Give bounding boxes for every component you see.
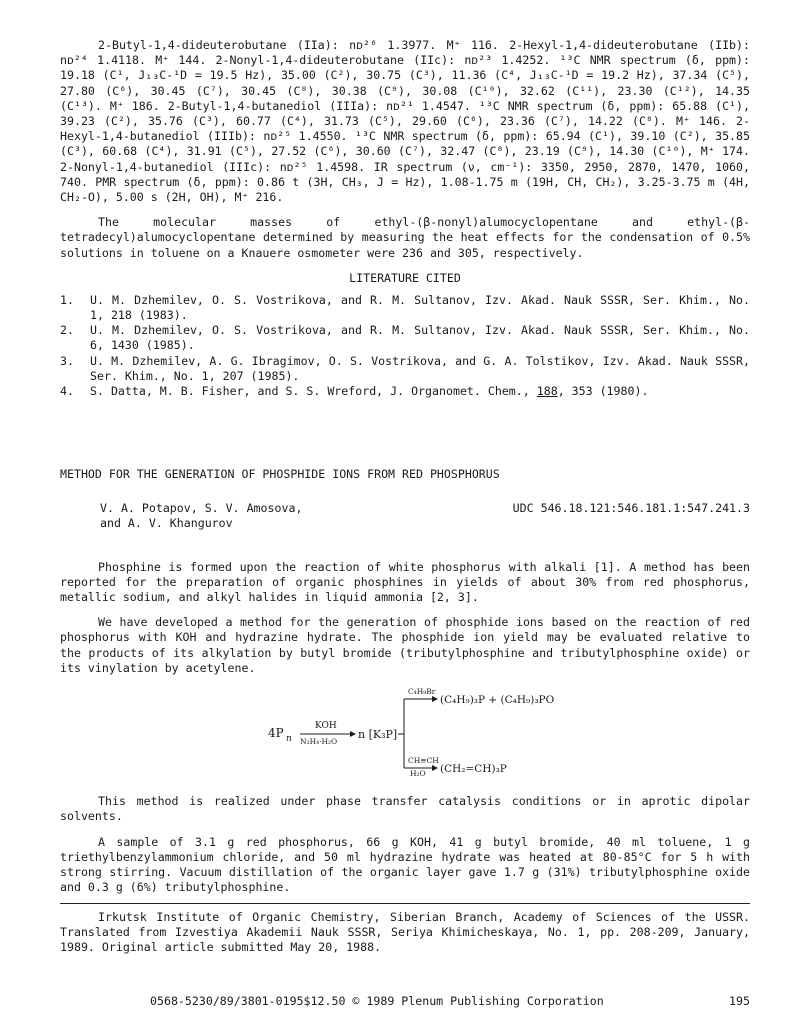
article-paragraph: Phosphine is formed upon the reaction of white phosphorus with alkali [1]. A method has been reported for the preparation of organic phosphines in yields of about 30% from red phosphorus, metallic sodium, and alkyl halides in liquid ammonia [2, 3]. xyxy=(60,559,750,605)
scheme-branch2-reagent-top: CH≡CH xyxy=(408,756,439,766)
page-number: 195 xyxy=(729,994,750,1008)
reference-number: 4. xyxy=(60,384,74,399)
reference-text: U. M. Dzhemilev, O. S. Vostrikova, and R. M. Sultanov, Izv. Akad. Nauk SSSR, Ser. Khim., No. 1, 218 (1983). xyxy=(90,292,750,323)
copyright-line: 0568-5230/89/3801-0195$12.50 © 1989 Plenum Publishing Corporation xyxy=(150,994,604,1008)
reference-item xyxy=(60,323,750,353)
reference-item xyxy=(60,293,750,323)
reference-number: 3. xyxy=(60,353,74,368)
scheme-branch1-reagent: C₄H₉Br xyxy=(408,687,436,697)
references-list xyxy=(60,293,750,399)
scheme-reagent-bottom: N₂H₄·H₂O xyxy=(300,737,338,747)
scheme-branch2-arrowhead xyxy=(432,765,438,771)
footnote-divider xyxy=(60,903,750,904)
scheme-reactant-subscript: n xyxy=(286,734,292,745)
scheme-arrowhead-main xyxy=(350,731,356,737)
reference-text-part: , 353 (1980). xyxy=(557,384,649,399)
reference-volume: 188 xyxy=(536,384,558,399)
article-paragraph: We have developed a method for the generation of phosphide ions based on the reaction of red phosphorus with KOH and hydrazine hydrate. The phosphide ion yield may be evaluated relative to the products of its alkylation by butyl bromide (tributylphosphine and tributylphosphine oxide) or its vinylation by acetylene. xyxy=(60,615,750,675)
reaction-scheme-svg xyxy=(60,684,750,776)
reference-text xyxy=(90,384,750,399)
scheme-intermediate: n [K₃P] xyxy=(358,728,398,742)
authors-line: and A. V. Khangurov xyxy=(100,516,233,531)
scheme-reagent-top: KOH xyxy=(315,721,337,732)
authors-row xyxy=(100,501,750,531)
prev-article-data-paragraph: 2-Butyl-1,4-dideuterobutane (IIa): nᴅ²⁶ 1.3977. M⁺ 116. 2-Hexyl-1,4-dideuterobutane (IIb): nᴅ²⁴ 1.4118. M⁺ 144. 2-Nonyl-1,4-dideuterobutane (IIc): nᴅ²³ 1.4252. ¹³C NMR spectrum (δ, ppm): 19.18 (C¹, J₁₃C-¹D = 19.5 Hz), 35.00 (C²), 30.75 (C³), 11.36 (C⁴, J₁₃C-¹D = 19.2 Hz), 37.34 (C⁵), 27.80 (C⁶), 30.45 (C⁷), 30.45 (C⁸), 30.38 (C⁹), 30.08 (C¹⁰), 32.62 (C¹¹), 23.30 (C¹²), 14.35 (C¹³). M⁺ 186. 2-Butyl-1,4-butanediol (IIIa): nᴅ²¹ 1.4547. ¹³C NMR spectrum (δ, ppm): 65.88 (C¹), 39.23 (C²), 35.76 (C³), 60.77 (C⁴), 31.73 (C⁵), 29.60 (C⁶), 23.36 (C⁷), 14.22 (C⁸). M⁺ 146. 2-Hexyl-1,4-butanediol (IIIb): nᴅ²⁵ 1.4550. ¹³C NMR spectrum (δ, ppm): 65.94 (C¹), 39.10 (C²), 35.85 (C³), 60.68 (C⁴), 31.91 (C⁵), 27.52 (C⁶), 30.60 (C⁷), 32.47 (C⁸), 23.19 (C⁹), 14.30 (C¹⁰), M⁺ 174. 2-Nonyl-1,4-butanediol (IIIc): nᴅ²⁵ 1.4598. IR spectrum (ν, cm⁻¹): 3350, 2950, 2870, 1470, 1060, 740. PMR spectrum (δ, ppm): 0.86 t (3H, CH₃, J = Hz), 1.08-1.75 m (19H, CH, CH₂), 3.25-3.75 m (4H, CH₂-O), 5.00 s (2H, OH), M⁺ 216. xyxy=(60,38,750,205)
footnote-text: Irkutsk Institute of Organic Chemistry, Siberian Branch, Academy of Sciences of the USSR. Translated from Izvestiya Akademii Nauk SSSR, Seriya Khimicheskaya, No. 1, pp. 208-209, January, 1989. Original article submitted May 20, 1988. xyxy=(60,910,750,955)
scheme-branch1-arrowhead xyxy=(432,696,438,702)
scheme-branch2-product: (CH₂=CH)₃P xyxy=(440,763,507,776)
reference-text: U. M. Dzhemilev, O. S. Vostrikova, and R. M. Sultanov, Izv. Akad. Nauk SSSR, Ser. Khim., No. 6, 1430 (1985). xyxy=(90,323,750,353)
literature-heading: LITERATURE CITED xyxy=(349,270,461,285)
page-content xyxy=(60,38,750,955)
page-footer xyxy=(150,994,750,1008)
reaction-scheme xyxy=(60,684,750,780)
authors xyxy=(100,501,302,531)
scheme-reactant: 4P xyxy=(268,726,284,741)
reference-item xyxy=(60,354,750,384)
scheme-branch2-reagent-bottom: H₂O xyxy=(410,769,426,777)
authors-line: V. A. Potapov, S. V. Amosova, xyxy=(100,501,303,516)
article-paragraph: A sample of 3.1 g red phosphorus, 66 g KOH, 41 g butyl bromide, 40 ml toluene, 1 g triethylbenzylammonium chloride, and 50 ml hydrazine hydrate was heated at 80-85°C for 5 h with strong stirring. Vacuum distillation of the organic layer gave 1.7 g (31%) tributylphosphine oxide and 0.3 g (6%) tributylphosphine. xyxy=(60,834,750,895)
prev-article-molecular-mass-paragraph: The molecular masses of ethyl-(β-nonyl)alumocyclopentane and ethyl-(β-tetradecyl)alumocyclopentane determined by measuring the heat effects for the condensation of 0.5% solutions in toluene on a Knauere osmometer were 236 and 305, respectively. xyxy=(60,215,750,260)
article-title: METHOD FOR THE GENERATION OF PHOSPHIDE IONS FROM RED PHOSPHORUS xyxy=(60,467,500,482)
udc-code: UDC 546.18.121:546.181.1:547.241.3 xyxy=(512,501,750,516)
reference-number: 1. xyxy=(60,292,74,307)
scheme-branch1-product: (C₄H₉)₃P + (C₄H₉)₃PO xyxy=(440,694,555,707)
reference-text: U. M. Dzhemilev, A. G. Ibragimov, O. S. Vostrikova, and G. A. Tolstikov, Izv. Akad. Nauk SSSR, Ser. Khim., No. 1, 207 (1985). xyxy=(90,353,750,383)
article-paragraph: This method is realized under phase transfer catalysis conditions or in aprotic dipolar solvents. xyxy=(60,794,750,824)
reference-item xyxy=(60,384,750,399)
reference-text-part: S. Datta, M. B. Fisher, and S. S. Wreford, J. Organomet. Chem., xyxy=(90,384,537,399)
reference-number: 2. xyxy=(60,323,74,338)
